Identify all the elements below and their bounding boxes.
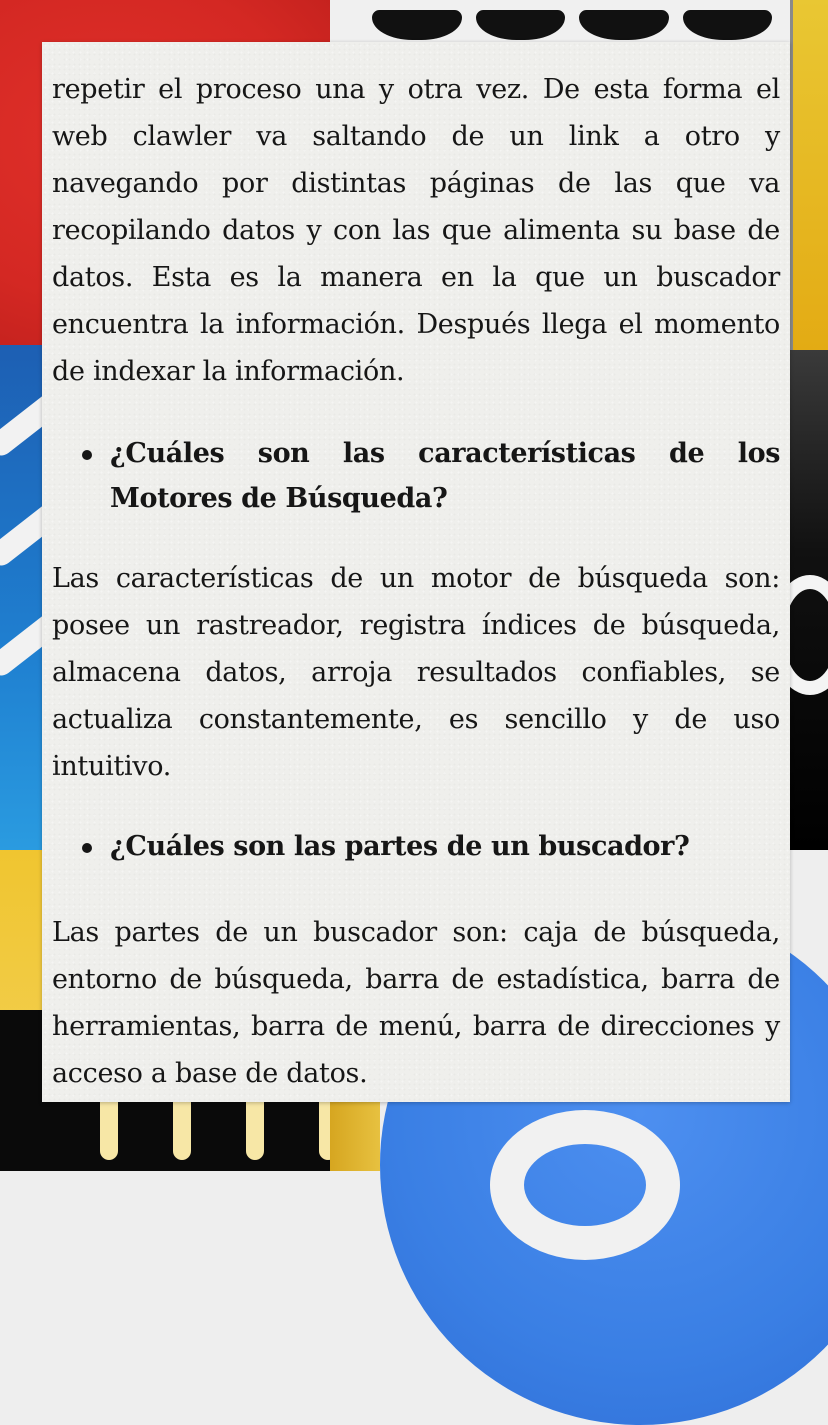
bullet-icon [82, 450, 92, 460]
question-text: ¿Cuáles son las partes de un buscador? [110, 831, 690, 862]
paper-card [42, 42, 790, 1102]
paragraph-crawler-intro: repetir el proceso una y otra vez. De esta forma el web clawler va saltando de un link a otro y navegando por distintas páginas de las que va recopilando datos y con las que alimenta su base de datos. Esta es la manera en la que un buscador encuentra la información. Después llega el momento de indexar la información. [52, 74, 780, 387]
question-heading-parts [52, 824, 780, 869]
background-gold-edge [330, 1100, 380, 1171]
question-list-features [52, 431, 780, 521]
paragraph-features-answer: Las características de un motor de búsqueda son: posee un rastreador, registra índices de búsqueda, almacena datos, arroja resultados confiables, se actualiza constantemente, es sencillo y de uso intuitivo. [52, 563, 780, 782]
question-text: ¿Cuáles son las características de los Motores de Búsqueda? [110, 438, 780, 514]
background-yellow-strip [790, 0, 828, 350]
question-heading-features [52, 431, 780, 521]
question-list-parts [52, 824, 780, 869]
document-content [52, 66, 780, 1097]
bullet-icon [82, 843, 92, 853]
background-white-ring-bottom [490, 1110, 680, 1260]
paragraph-parts-answer: Las partes de un buscador son: caja de búsqueda, entorno de búsqueda, barra de estadística, barra de herramientas, barra de menú, barra de direcciones y acceso a base de datos. [52, 917, 780, 1089]
